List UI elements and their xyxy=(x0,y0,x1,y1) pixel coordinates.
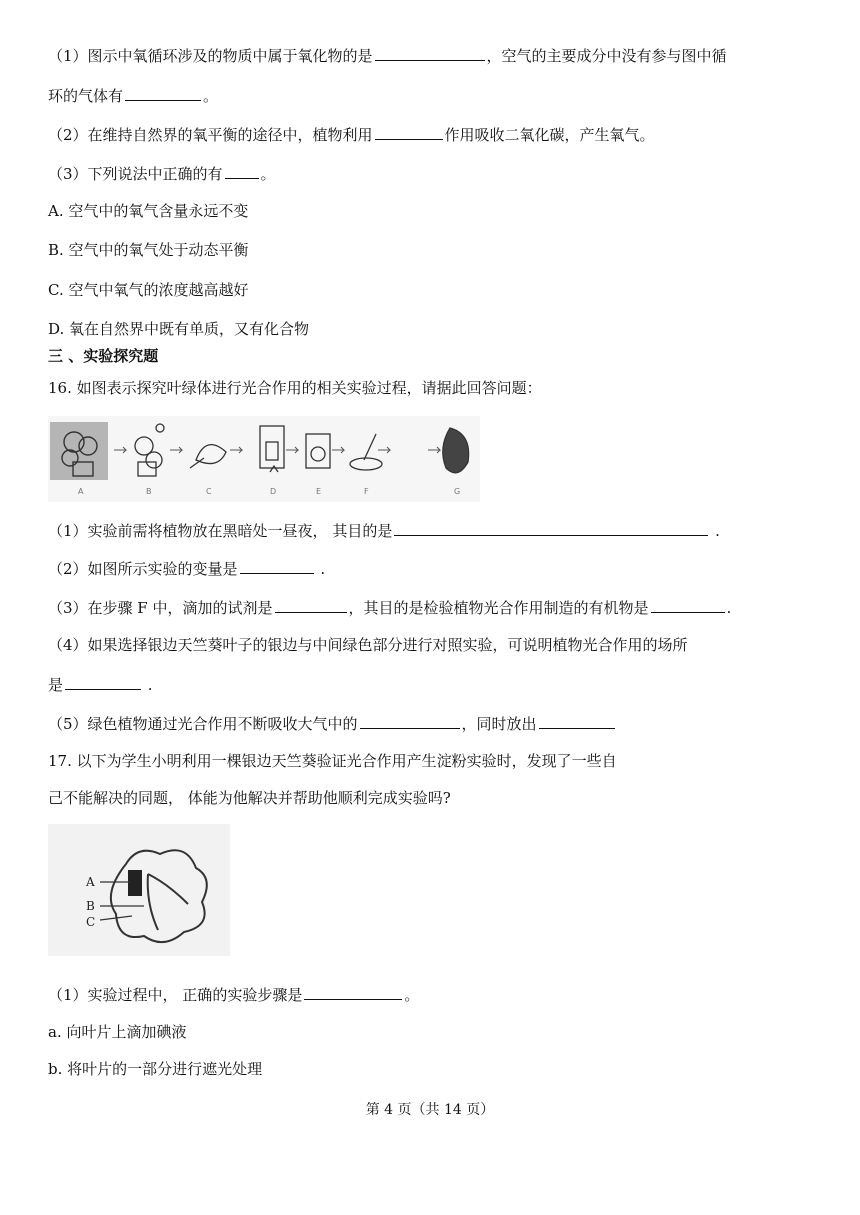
q16-part4-line1: （4）如果选择银边天竺葵叶子的银边与中间绿色部分进行对照实验，可说明植物光合作用的场所 xyxy=(48,636,688,654)
text: （5）绿色植物通过光合作用不断吸收大气中的 xyxy=(48,715,358,733)
text: （3）在步骤 F 中，滴加的试剂是 xyxy=(48,599,273,617)
text: 。 xyxy=(203,87,219,105)
light-blocking-cover xyxy=(128,870,142,896)
variegated-leaf-figure xyxy=(48,824,230,956)
option-c: C. 空气中氧气的浓度越高越好 xyxy=(48,281,249,299)
answer-blank[interactable] xyxy=(375,123,443,140)
fig16-label-c: C xyxy=(206,487,212,496)
fig16-label-a: A xyxy=(78,487,84,496)
answer-blank[interactable] xyxy=(225,162,259,179)
answer-blank[interactable] xyxy=(651,596,725,613)
text: . xyxy=(315,560,326,578)
fig17-label-b: B xyxy=(86,899,95,913)
question-17-line1: 17. 以下为学生小明利用一棵银边天竺葵验证光合作用产生淀粉实验时，发现了一些自 xyxy=(48,752,617,770)
fig16-label-d: D xyxy=(270,487,277,496)
text: 是 xyxy=(48,676,64,694)
step-a-plant-in-dark xyxy=(50,422,108,480)
q17-step-a: a. 向叶片上滴加碘液 xyxy=(48,1023,187,1041)
text: （2）如图所示实验的变量是 xyxy=(48,560,238,578)
answer-blank[interactable] xyxy=(304,983,402,1000)
fig16-label-e: E xyxy=(316,487,322,496)
q17-part1 xyxy=(48,983,419,1006)
option-a: A. 空气中的氧气含量永远不变 xyxy=(48,202,249,220)
q15-part1-line1 xyxy=(48,44,727,67)
answer-blank[interactable] xyxy=(125,84,201,101)
answer-blank[interactable] xyxy=(275,596,347,613)
question-17-line2: 己不能解决的同题， 体能为他解决并帮助他顺利完成实验吗? xyxy=(48,789,451,807)
answer-blank[interactable] xyxy=(360,712,460,729)
q15-part1-line2 xyxy=(48,84,218,107)
text: . xyxy=(710,522,720,540)
q16-part5 xyxy=(48,712,617,735)
fig16-label-b: B xyxy=(146,487,152,496)
q16-part4-line2 xyxy=(48,673,153,696)
answer-blank[interactable] xyxy=(539,712,615,729)
text: . xyxy=(143,676,153,694)
text: （1）实验过程中， 正确的实验步骤是 xyxy=(48,986,303,1004)
answer-blank[interactable] xyxy=(240,557,314,574)
photosynthesis-experiment-figure xyxy=(48,416,480,502)
q15-part2 xyxy=(48,123,655,146)
text: 。 xyxy=(260,165,276,183)
text: ，同时放出 xyxy=(461,715,537,733)
q15-part3 xyxy=(48,162,276,185)
text: 。 xyxy=(404,986,420,1004)
text: （1）图示中氧循环涉及的物质中属于氧化物的是 xyxy=(48,47,373,65)
text: ，空气的主要成分中没有参与图中循 xyxy=(486,47,727,65)
fig16-label-f: F xyxy=(364,487,369,496)
q17-step-b: b. 将叶片的一部分进行遮光处理 xyxy=(48,1060,263,1078)
q16-part3 xyxy=(48,596,731,619)
text: （1）实验前需将植物放在黑暗处一昼夜， 其目的是 xyxy=(48,522,393,540)
page-footer: 第 4 页（共 14 页） xyxy=(365,1102,495,1118)
text: （2）在维持自然界的氧平衡的途径中，植物利用 xyxy=(48,126,373,144)
section-heading: 三 、实验探究题 xyxy=(48,347,159,365)
answer-blank[interactable] xyxy=(375,44,485,61)
text: （3）下列说法中正确的有 xyxy=(48,165,223,183)
text: . xyxy=(726,599,732,617)
option-d: D. 氧在自然界中既有单质，又有化合物 xyxy=(48,320,310,338)
fig16-label-g: G xyxy=(454,487,461,496)
q16-part1 xyxy=(48,519,720,542)
fig17-label-c: C xyxy=(86,915,96,929)
option-b: B. 空气中的氧气处于动态平衡 xyxy=(48,241,249,259)
fig17-label-a: A xyxy=(86,875,95,889)
text: 作用吸收二氧化碳，产生氧气。 xyxy=(444,126,655,144)
question-16: 16. 如图表示探究叶绿体进行光合作用的相关实验过程，请据此回答问题： xyxy=(48,379,542,397)
answer-blank[interactable] xyxy=(65,673,141,690)
text: ，其目的是检验植物光合作用制造的有机物是 xyxy=(348,599,649,617)
text: 环的气体有 xyxy=(48,87,124,105)
q16-part2 xyxy=(48,557,325,580)
answer-blank[interactable] xyxy=(394,519,708,536)
